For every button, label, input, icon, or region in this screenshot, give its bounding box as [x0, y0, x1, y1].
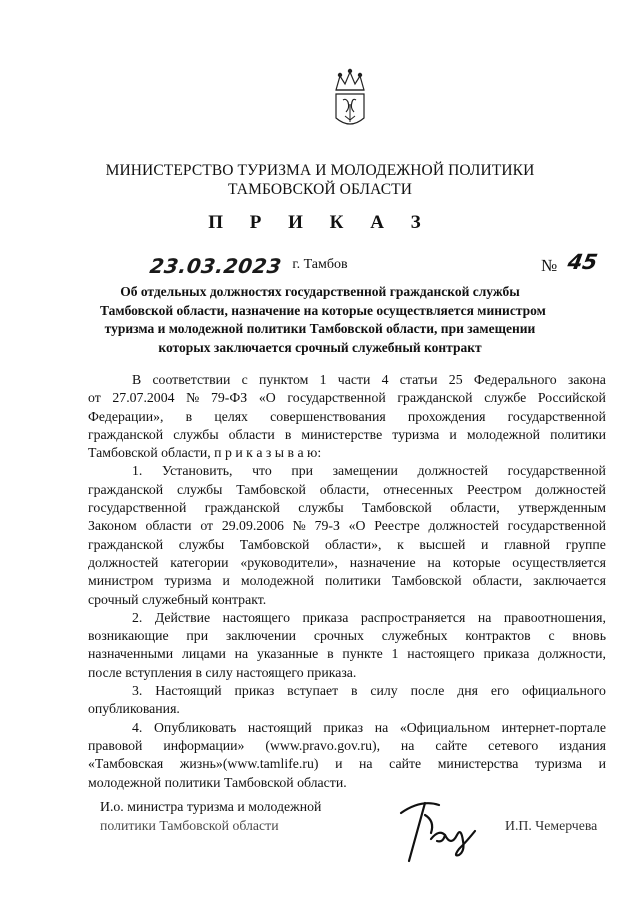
- word: от: [200, 518, 214, 534]
- word: 27.07.2004: [112, 390, 175, 406]
- word: на: [359, 756, 373, 772]
- word: 2.: [132, 609, 143, 625]
- word: высшей: [419, 536, 466, 552]
- body-line: [88, 371, 606, 389]
- word: на: [477, 609, 492, 625]
- word: интернет-портале: [501, 719, 606, 735]
- word: туризма: [534, 756, 583, 772]
- body-line: [88, 499, 606, 517]
- word: контрактов: [465, 628, 531, 644]
- word: гражданской: [88, 481, 164, 497]
- word: распространяется: [360, 609, 466, 625]
- word: службы: [177, 481, 223, 497]
- word: сайте: [389, 756, 422, 772]
- word: в: [327, 646, 334, 662]
- word: службы: [173, 426, 219, 442]
- word: при: [186, 628, 209, 644]
- order-date: 23.03.2023: [148, 254, 284, 278]
- word: срочных: [313, 628, 364, 644]
- word: Российской: [537, 390, 606, 406]
- word: должностей: [535, 481, 606, 497]
- word: 4.: [132, 719, 143, 735]
- word: министром: [88, 573, 154, 589]
- word: области: [145, 518, 192, 534]
- word: утвержденным: [518, 500, 606, 516]
- word: государственной: [287, 390, 386, 406]
- word: лицами: [181, 646, 226, 662]
- word: заключении: [225, 628, 297, 644]
- word: государственной: [88, 500, 187, 516]
- word: на: [374, 719, 389, 735]
- word: 25: [448, 372, 463, 387]
- word: категории: [170, 554, 229, 570]
- word: гражданской: [397, 390, 473, 406]
- word: возникающие: [88, 628, 169, 644]
- word: назначенными: [88, 646, 174, 662]
- heading-line: Об отдельных должностях государственной гражданской службы: [120, 284, 520, 299]
- body-line: [88, 645, 606, 663]
- word: «О: [348, 518, 366, 534]
- word: официального: [522, 683, 606, 699]
- order-title: П Р И К А З: [208, 212, 432, 233]
- heading-line: Тамбовской области, назначение на которые осуществляется министром: [100, 302, 546, 318]
- order-number-sign: №: [541, 256, 558, 275]
- word: и: [222, 573, 230, 589]
- word: настоящего: [407, 646, 475, 662]
- word: области,: [450, 500, 500, 516]
- word: статьи: [399, 372, 438, 387]
- word: Реестром: [466, 481, 522, 497]
- word: гражданской: [204, 500, 280, 516]
- order-body: [88, 371, 606, 792]
- word: вступает: [287, 683, 339, 699]
- body-line: [88, 737, 606, 755]
- word: с: [548, 628, 555, 644]
- heading-line: которых заключается срочный служебный контракт: [158, 339, 482, 355]
- word: В: [132, 372, 142, 387]
- word: Федерации»,: [88, 408, 164, 424]
- word: его: [490, 683, 510, 699]
- word: главной: [504, 536, 551, 552]
- word: «Официальном: [399, 719, 490, 735]
- word: должности,: [538, 646, 606, 662]
- word: политики: [325, 573, 381, 589]
- word: 3.: [132, 683, 143, 699]
- word: целях: [214, 408, 248, 424]
- word: 1: [319, 372, 327, 387]
- word: что: [252, 463, 272, 479]
- word: молодежной: [466, 426, 541, 442]
- word: вновь: [572, 628, 606, 644]
- word: на: [400, 737, 415, 753]
- word: службы: [178, 536, 225, 552]
- word: гражданской: [88, 536, 164, 552]
- body-line: [88, 389, 606, 407]
- word: настоящий: [247, 719, 312, 735]
- body-line: [88, 554, 606, 572]
- word: молодежной: [240, 573, 315, 589]
- word: при: [291, 463, 314, 479]
- word: осуществляется: [512, 554, 606, 570]
- word: издания: [559, 737, 606, 753]
- word: настоящего: [222, 609, 291, 625]
- word: 1: [391, 646, 399, 662]
- word: 79-З: [314, 518, 340, 534]
- word: которые: [452, 554, 501, 570]
- body-line: [88, 462, 606, 480]
- coat-of-arms-emblem: [326, 68, 374, 142]
- heading-line: туризма и молодежной политики Тамбовской области, при замещении: [104, 321, 536, 336]
- word: Установить,: [161, 463, 233, 479]
- word: соответствии: [152, 372, 231, 387]
- signatory-title-line1: И.о. министра туризма и молодежной: [100, 799, 322, 814]
- word: правовой: [88, 737, 143, 753]
- word: и: [449, 426, 457, 442]
- word: области»,: [325, 536, 382, 552]
- body-line: срочный служебный контракт.: [88, 591, 267, 607]
- word: пункте: [342, 646, 383, 662]
- word: пунктом: [259, 372, 309, 387]
- word: и: [335, 756, 343, 772]
- word: к: [397, 536, 404, 552]
- body-line: [88, 755, 606, 773]
- word: в: [284, 426, 292, 442]
- word: 29.09.2006: [221, 518, 284, 534]
- word: Законом: [88, 518, 137, 534]
- body-line: после вступления в силу настоящего приказа.: [88, 664, 357, 680]
- word: служебных: [381, 628, 448, 644]
- word: приказа: [302, 609, 349, 625]
- word: Опубликовать: [153, 719, 237, 735]
- word: государственной: [507, 463, 606, 479]
- word: информации»: [163, 737, 245, 753]
- word: жизнь»(www.tamlife.ru): [179, 756, 319, 772]
- word: в: [351, 683, 358, 699]
- word: сетевого: [488, 737, 539, 753]
- body-line: [88, 719, 606, 737]
- word: дня: [457, 683, 478, 699]
- word: «О: [258, 390, 276, 406]
- word: должностей: [417, 463, 488, 479]
- word: Настоящий: [155, 683, 222, 699]
- word: министерства: [437, 756, 519, 772]
- body-line: молодежной политики Тамбовской области.: [88, 774, 347, 790]
- word: группе: [565, 536, 606, 552]
- word: службе: [484, 390, 527, 406]
- word: Реестре: [374, 518, 420, 534]
- word: от: [88, 390, 101, 406]
- word: 4: [381, 372, 389, 387]
- signatory-title: [100, 797, 321, 835]
- body-line: [88, 517, 606, 535]
- body-line: [88, 682, 606, 700]
- word: «Тамбовская: [88, 756, 164, 772]
- body-line: [88, 408, 606, 426]
- word: должностей: [88, 554, 159, 570]
- signatory-title-line2: политики Тамбовской области: [100, 818, 279, 833]
- word: прохождения: [407, 408, 486, 424]
- word: области: [228, 426, 275, 442]
- word: заключается: [533, 573, 606, 589]
- word: и: [598, 756, 606, 772]
- body-line: [88, 536, 606, 554]
- word: Тамбовской: [391, 573, 462, 589]
- signatory-name: И.П. Чемерчева: [505, 818, 598, 833]
- body-line: [88, 426, 606, 444]
- word: и: [481, 536, 489, 552]
- word: №: [292, 518, 306, 534]
- word: части: [337, 372, 371, 387]
- word: указанные: [256, 646, 319, 662]
- body-line: [88, 609, 606, 627]
- word: после: [410, 683, 445, 699]
- word: Тамбовской: [239, 536, 310, 552]
- word: должностей: [428, 518, 499, 534]
- word: сайте: [435, 737, 468, 753]
- word: министерстве: [301, 426, 383, 442]
- word: приказа: [483, 646, 530, 662]
- word: государственной: [507, 408, 606, 424]
- word: приказ: [323, 719, 364, 735]
- word: Действие: [154, 609, 211, 625]
- word: силу: [370, 683, 398, 699]
- word: Тамбовской: [236, 481, 306, 497]
- word: замещении: [332, 463, 398, 479]
- word: №: [186, 390, 200, 406]
- word: Тамбовской: [362, 500, 432, 516]
- word: туризма: [392, 426, 440, 442]
- word: 79-ФЗ: [210, 390, 248, 406]
- word: государственной: [507, 518, 606, 534]
- order-heading: [100, 283, 546, 357]
- order-city: г. Тамбов: [292, 257, 348, 272]
- body-line: [88, 481, 606, 499]
- word: политики: [550, 426, 606, 442]
- order-number: 45: [565, 250, 600, 274]
- ministry-name-line2: ТАМБОВСКОЙ ОБЛАСТИ: [228, 181, 412, 198]
- body-line: опубликования.: [88, 701, 180, 717]
- word: области,: [472, 573, 523, 589]
- body-line: Тамбовской области, п р и к а з ы в а ю:: [88, 445, 322, 461]
- word: гражданской: [88, 426, 164, 442]
- word: 1.: [132, 463, 143, 479]
- body-line: [88, 572, 606, 590]
- word: службы: [298, 500, 344, 516]
- word: правоотношения,: [503, 609, 606, 625]
- word: (www.pravo.gov.ru),: [265, 737, 381, 753]
- word: на: [427, 554, 441, 570]
- word: на: [234, 646, 249, 662]
- word: закона: [567, 372, 606, 387]
- word: туризма: [164, 573, 212, 589]
- word: приказ: [234, 683, 275, 699]
- body-line: [88, 627, 606, 645]
- word: в: [185, 408, 193, 424]
- word: отнесенных: [383, 481, 454, 497]
- word: совершенствования: [270, 408, 386, 424]
- word: с: [241, 372, 248, 387]
- ministry-name-line1: МИНИСТЕРСТВО ТУРИЗМА И МОЛОДЕЖНОЙ ПОЛИТИКИ: [105, 162, 535, 179]
- handwritten-signature: [395, 795, 481, 867]
- word: Федерального: [473, 372, 557, 387]
- word: «руководители»,: [240, 554, 338, 570]
- word: области,: [319, 481, 370, 497]
- word: назначение: [349, 554, 416, 570]
